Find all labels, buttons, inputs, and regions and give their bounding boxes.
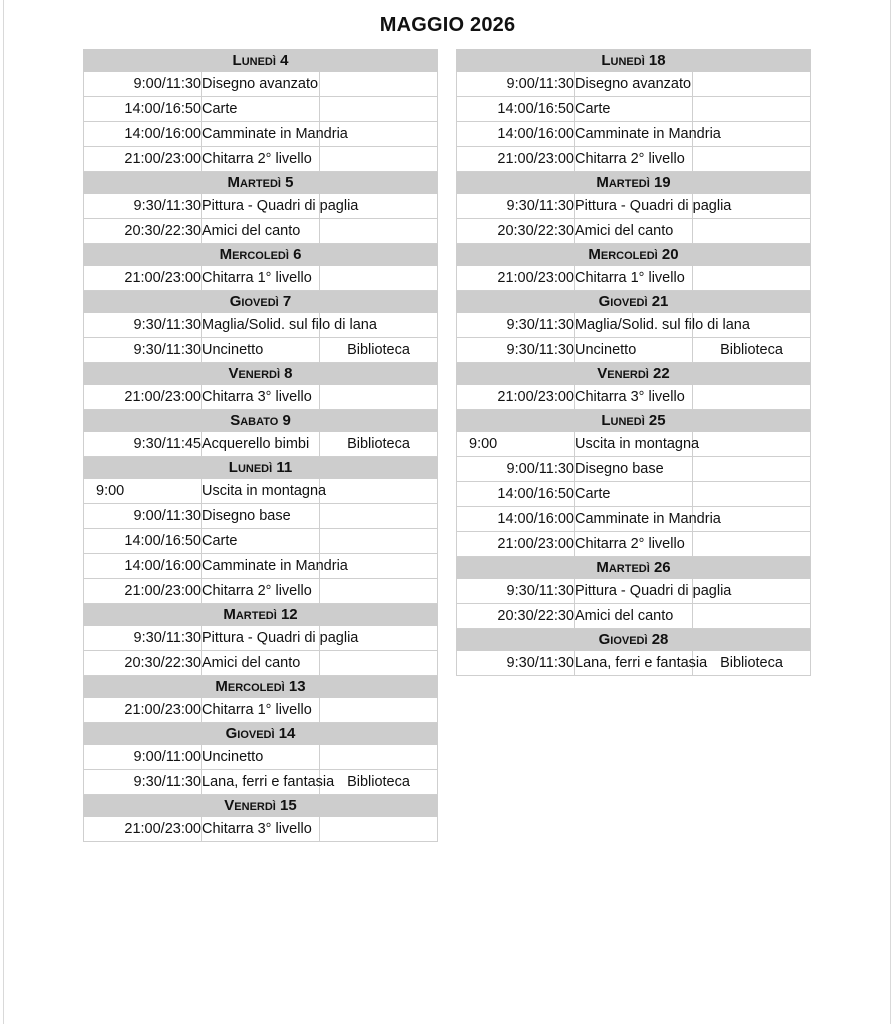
schedule-table: [83, 49, 438, 842]
event-time: 14:00/16:50: [84, 97, 202, 122]
event-activity: Chitarra 3° livello: [202, 817, 320, 842]
day-header: Giovedì 21: [457, 291, 811, 313]
event-location: Biblioteca: [693, 338, 811, 363]
event-location: [693, 97, 811, 122]
event-row: [457, 194, 811, 219]
event-activity: Chitarra 2° livello: [575, 147, 693, 172]
event-location: [320, 651, 438, 676]
event-activity: Pittura - Quadri di paglia: [202, 194, 320, 219]
event-time: 14:00/16:00: [84, 554, 202, 579]
event-activity: Camminate in Mandria: [575, 122, 693, 147]
event-time: 21:00/23:00: [84, 147, 202, 172]
day-header-row: [84, 604, 438, 626]
event-location: [693, 532, 811, 557]
event-activity: Chitarra 3° livello: [575, 385, 693, 410]
event-row: [457, 97, 811, 122]
day-header-row: [457, 50, 811, 72]
event-location: [693, 432, 811, 457]
event-row: [84, 194, 438, 219]
day-header-row: [84, 457, 438, 479]
event-time: 9:00/11:30: [457, 457, 575, 482]
day-header-row: [84, 363, 438, 385]
event-location: [693, 482, 811, 507]
event-row: [457, 147, 811, 172]
day-header-row: [457, 410, 811, 432]
event-time: 9:00/11:30: [457, 72, 575, 97]
event-activity: Disegno base: [202, 504, 320, 529]
event-time: 9:00: [84, 479, 202, 504]
event-time: 9:30/11:30: [84, 626, 202, 651]
day-header: Sabato 9: [84, 410, 438, 432]
event-row: [84, 504, 438, 529]
event-row: [84, 266, 438, 291]
event-row: [457, 482, 811, 507]
event-time: 21:00/23:00: [84, 817, 202, 842]
day-header-row: [84, 291, 438, 313]
day-header: Lunedì 11: [84, 457, 438, 479]
event-activity: Chitarra 1° livello: [202, 698, 320, 723]
day-header: Lunedì 18: [457, 50, 811, 72]
event-time: 9:00: [457, 432, 575, 457]
event-time: 21:00/23:00: [457, 266, 575, 291]
event-activity: Amici del canto: [575, 604, 693, 629]
event-activity: Lana, ferri e fantasia: [202, 770, 320, 795]
event-location: [693, 604, 811, 629]
event-activity: Chitarra 2° livello: [202, 147, 320, 172]
event-row: [84, 338, 438, 363]
event-activity: Lana, ferri e fantasia: [575, 651, 693, 676]
event-activity: Disegno base: [575, 457, 693, 482]
event-activity: Chitarra 1° livello: [202, 266, 320, 291]
event-time: 9:00/11:30: [84, 72, 202, 97]
event-activity: Chitarra 2° livello: [202, 579, 320, 604]
event-time: 20:30/22:30: [457, 604, 575, 629]
event-activity: Amici del canto: [202, 651, 320, 676]
event-row: [84, 432, 438, 457]
event-activity: Carte: [202, 97, 320, 122]
day-header: Martedì 19: [457, 172, 811, 194]
event-activity: Amici del canto: [575, 219, 693, 244]
event-activity: Amici del canto: [202, 219, 320, 244]
event-row: [84, 529, 438, 554]
event-activity: Carte: [575, 97, 693, 122]
event-time: 21:00/23:00: [457, 147, 575, 172]
day-header-row: [457, 291, 811, 313]
event-time: 9:30/11:45: [84, 432, 202, 457]
event-location: [320, 479, 438, 504]
event-row: [84, 817, 438, 842]
event-location: [693, 219, 811, 244]
event-activity: Uscita in montagna: [575, 432, 693, 457]
event-location: [320, 817, 438, 842]
day-header: Mercoledì 13: [84, 676, 438, 698]
day-header: Mercoledì 20: [457, 244, 811, 266]
event-location: [320, 97, 438, 122]
day-header-row: [457, 629, 811, 651]
event-location: [320, 147, 438, 172]
event-row: [84, 579, 438, 604]
event-location: [320, 745, 438, 770]
event-row: [84, 122, 438, 147]
event-activity: Carte: [575, 482, 693, 507]
event-time: 14:00/16:50: [457, 97, 575, 122]
event-location: [320, 529, 438, 554]
event-row: [84, 72, 438, 97]
event-time: 21:00/23:00: [84, 698, 202, 723]
event-location: [693, 72, 811, 97]
event-row: [84, 385, 438, 410]
event-row: [84, 219, 438, 244]
event-row: [84, 698, 438, 723]
event-row: [457, 219, 811, 244]
day-header: Giovedì 7: [84, 291, 438, 313]
event-time: 14:00/16:50: [84, 529, 202, 554]
day-header-row: [84, 410, 438, 432]
event-time: 9:30/11:30: [84, 338, 202, 363]
event-time: 9:30/11:30: [457, 194, 575, 219]
event-row: [457, 432, 811, 457]
event-row: [84, 479, 438, 504]
event-row: [457, 579, 811, 604]
event-time: 14:00/16:00: [457, 122, 575, 147]
day-header: Lunedì 25: [457, 410, 811, 432]
event-row: [84, 147, 438, 172]
day-header: Martedì 5: [84, 172, 438, 194]
event-location: [320, 698, 438, 723]
event-time: 9:30/11:30: [84, 313, 202, 338]
event-activity: Uncinetto: [202, 338, 320, 363]
day-header: Venerdì 8: [84, 363, 438, 385]
event-time: 9:00/11:30: [84, 504, 202, 529]
event-location: [693, 147, 811, 172]
event-activity: Chitarra 3° livello: [202, 385, 320, 410]
event-row: [457, 266, 811, 291]
event-activity: Disegno avanzato: [575, 72, 693, 97]
event-location: [693, 266, 811, 291]
event-location: [320, 579, 438, 604]
event-row: [457, 122, 811, 147]
event-time: 9:30/11:30: [457, 313, 575, 338]
event-activity: Pittura - Quadri di paglia: [575, 579, 693, 604]
event-row: [457, 651, 811, 676]
event-location: Biblioteca: [320, 770, 438, 795]
day-header: Martedì 26: [457, 557, 811, 579]
event-time: 20:30/22:30: [84, 651, 202, 676]
day-header: Mercoledì 6: [84, 244, 438, 266]
day-header: Venerdì 15: [84, 795, 438, 817]
event-activity: Pittura - Quadri di paglia: [202, 626, 320, 651]
event-activity: Maglia/Solid. sul filo di lana: [202, 313, 320, 338]
event-row: [457, 507, 811, 532]
day-header-row: [84, 50, 438, 72]
day-header: Venerdì 22: [457, 363, 811, 385]
event-time: 20:30/22:30: [84, 219, 202, 244]
event-location: [320, 266, 438, 291]
day-header: Giovedì 28: [457, 629, 811, 651]
event-row: [84, 554, 438, 579]
event-row: [457, 532, 811, 557]
event-row: [84, 651, 438, 676]
event-row: [457, 72, 811, 97]
event-row: [457, 313, 811, 338]
event-location: [320, 504, 438, 529]
day-header-row: [457, 172, 811, 194]
day-header-row: [457, 557, 811, 579]
event-row: [84, 313, 438, 338]
day-header-row: [84, 244, 438, 266]
event-time: 21:00/23:00: [84, 385, 202, 410]
event-activity: Chitarra 2° livello: [575, 532, 693, 557]
day-header-row: [457, 244, 811, 266]
event-activity: Carte: [202, 529, 320, 554]
day-header-row: [84, 676, 438, 698]
event-time: 21:00/23:00: [457, 385, 575, 410]
event-row: [457, 457, 811, 482]
event-activity: Pittura - Quadri di paglia: [575, 194, 693, 219]
event-location: [693, 385, 811, 410]
event-activity: Camminate in Mandria: [202, 554, 320, 579]
event-time: 9:30/11:30: [84, 194, 202, 219]
event-row: [84, 97, 438, 122]
event-activity: Uncinetto: [575, 338, 693, 363]
event-row: [84, 626, 438, 651]
day-header-row: [457, 363, 811, 385]
event-location: Biblioteca: [320, 432, 438, 457]
event-location: [320, 72, 438, 97]
event-row: [457, 385, 811, 410]
event-time: 14:00/16:00: [84, 122, 202, 147]
event-activity: Acquerello bimbi: [202, 432, 320, 457]
event-time: 14:00/16:00: [457, 507, 575, 532]
event-activity: Uncinetto: [202, 745, 320, 770]
event-activity: Maglia/Solid. sul filo di lana: [575, 313, 693, 338]
event-location: Biblioteca: [693, 651, 811, 676]
event-activity: Uscita in montagna: [202, 479, 320, 504]
event-time: 21:00/23:00: [84, 579, 202, 604]
day-header-row: [84, 172, 438, 194]
event-location: [320, 385, 438, 410]
day-header: Martedì 12: [84, 604, 438, 626]
event-time: 9:30/11:30: [457, 651, 575, 676]
day-header-row: [84, 795, 438, 817]
day-header: Lunedì 4: [84, 50, 438, 72]
event-activity: Camminate in Mandria: [202, 122, 320, 147]
event-activity: Chitarra 1° livello: [575, 266, 693, 291]
event-time: 21:00/23:00: [457, 532, 575, 557]
day-header-row: [84, 723, 438, 745]
schedule-column-right: [456, 49, 811, 676]
event-time: 9:30/11:30: [457, 579, 575, 604]
event-location: Biblioteca: [320, 338, 438, 363]
event-row: [457, 604, 811, 629]
event-time: 21:00/23:00: [84, 266, 202, 291]
day-header: Giovedì 14: [84, 723, 438, 745]
schedule-column-left: [83, 49, 438, 842]
event-time: 9:30/11:30: [457, 338, 575, 363]
event-activity: Disegno avanzato: [202, 72, 320, 97]
event-row: [457, 338, 811, 363]
event-time: 9:30/11:30: [84, 770, 202, 795]
event-time: 14:00/16:50: [457, 482, 575, 507]
page-title: MAGGIO 2026: [379, 14, 516, 36]
event-location: [693, 457, 811, 482]
event-time: 20:30/22:30: [457, 219, 575, 244]
event-location: [320, 219, 438, 244]
event-time: 9:00/11:00: [84, 745, 202, 770]
schedule-table: [456, 49, 811, 676]
event-row: [84, 770, 438, 795]
event-activity: Camminate in Mandria: [575, 507, 693, 532]
event-row: [84, 745, 438, 770]
